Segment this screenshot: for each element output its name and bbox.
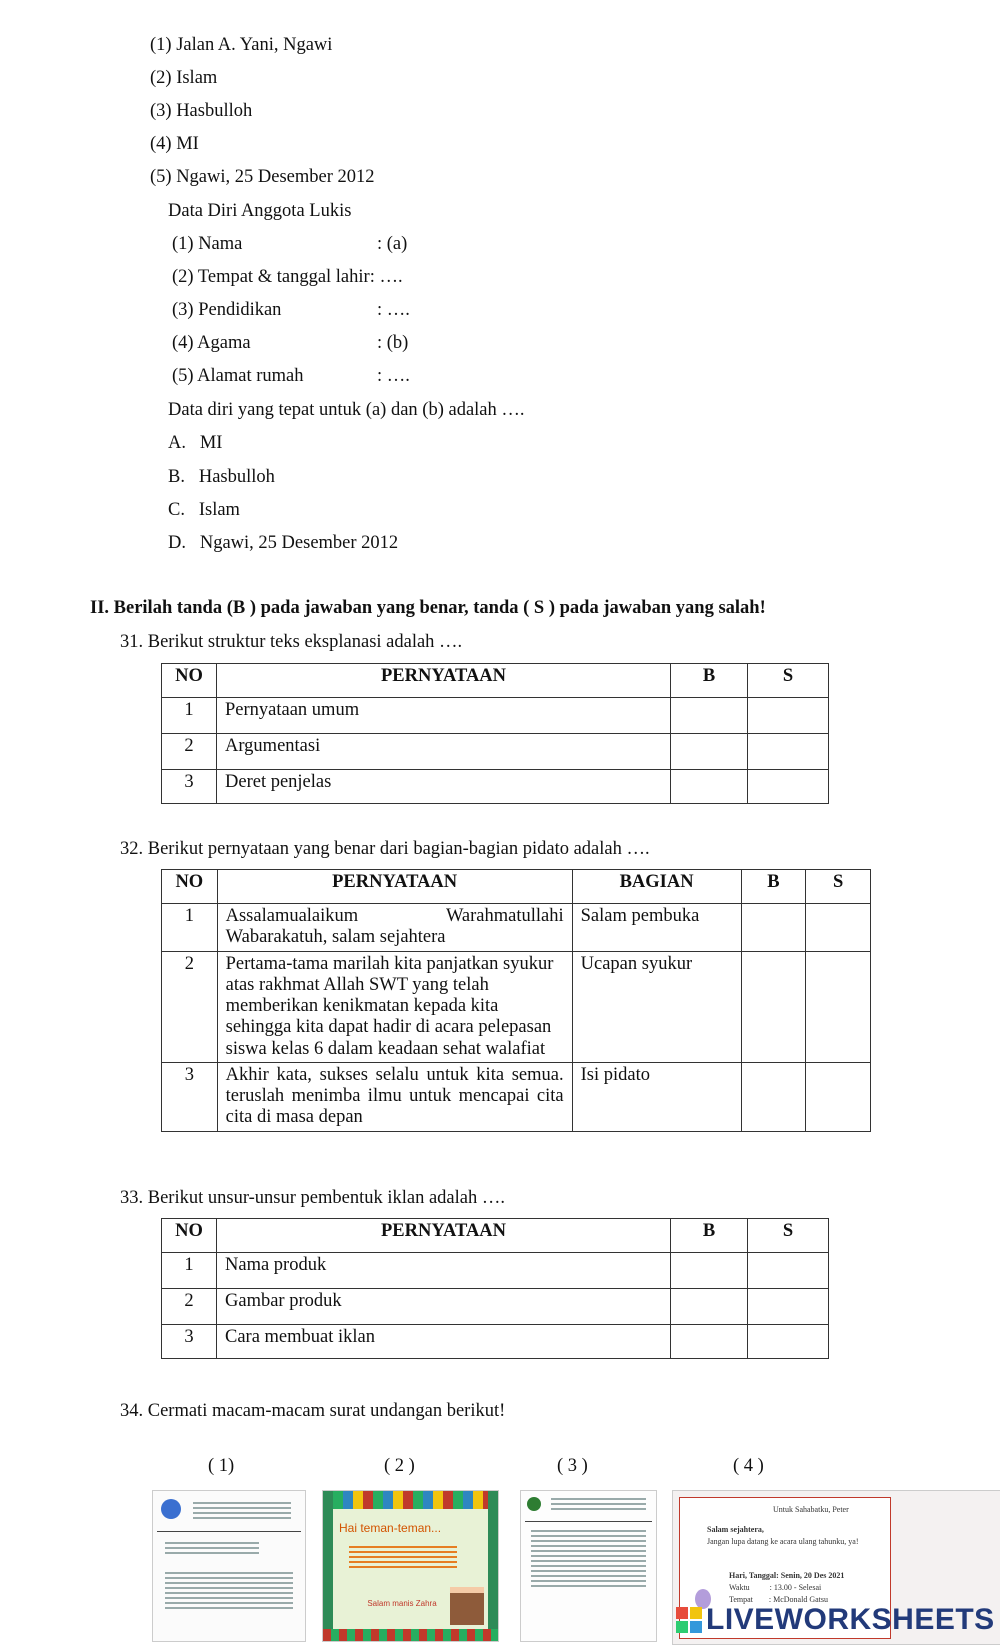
q30-option-a[interactable]: A. MI <box>168 433 223 453</box>
brand-logo-icon <box>676 1607 702 1633</box>
row-text: Argumentasi <box>217 734 671 770</box>
answer-s-cell[interactable] <box>748 1253 829 1289</box>
row-no: 3 <box>162 1325 217 1359</box>
field-value: : (a) <box>377 234 408 254</box>
row-text: Assalamualaikum Warahmatullahi Wabarakatuh, salam sejahtera <box>217 904 572 952</box>
table-row <box>162 1253 829 1289</box>
col-no: NO <box>162 870 218 904</box>
answer-s-cell[interactable] <box>806 1062 871 1131</box>
row-text: Pertama-tama marilah kita panjatkan syukur atas rakhmat Allah SWT yang telah memberikan kenikmatan kepada kita sehingga kita dapat hadir di acara pelepasan siswa kelas 6 dalam keadaan sehat walafiat <box>217 951 572 1062</box>
col-s: S <box>806 870 871 904</box>
q30-line-5: (5) Ngawi, 25 Desember 2012 <box>150 167 375 187</box>
q30-line-4: (4) MI <box>150 134 199 154</box>
invitation-label-2: ( 2 ) <box>384 1456 415 1476</box>
row-text: Akhir kata, sukses selalu untuk kita semua. teruslah menimba ilmu untuk mencapai cita cita di masa depan <box>217 1062 572 1131</box>
cake-icon <box>450 1587 484 1625</box>
answer-b-cell[interactable] <box>741 1062 806 1131</box>
row-no: 3 <box>162 1062 218 1131</box>
answer-b-cell[interactable] <box>671 1253 748 1289</box>
invitation-place: Tempat : McDonald Gatsu <box>729 1595 828 1604</box>
table-row <box>162 698 829 734</box>
brand-text: LIVEWORKSHEETS <box>706 1602 995 1636</box>
q30-field-5 <box>172 365 572 387</box>
q34-question: 34. Cermati macam-macam surat undangan berikut! <box>120 1401 506 1421</box>
liveworksheets-logo <box>676 1600 995 1639</box>
table-row <box>162 770 829 804</box>
col-no: NO <box>162 664 217 698</box>
q30-field-3 <box>172 299 572 321</box>
answer-s-cell[interactable] <box>748 1289 829 1325</box>
q32-table <box>161 869 871 1132</box>
q30-option-b[interactable]: B. Hasbulloh <box>168 467 275 487</box>
row-text: Gambar produk <box>217 1289 671 1325</box>
answer-s-cell[interactable] <box>748 1325 829 1359</box>
row-part: Salam pembuka <box>572 904 741 952</box>
table-row <box>162 1325 829 1359</box>
row-no: 2 <box>162 734 217 770</box>
q30-question: Data diri yang tepat untuk (a) dan (b) adalah …. <box>168 400 525 420</box>
row-text: Pernyataan umum <box>217 698 671 734</box>
bunting-decoration <box>323 1491 498 1509</box>
row-text: Nama produk <box>217 1253 671 1289</box>
invitation-to: Untuk Sahabatku, Peter <box>773 1505 849 1514</box>
table-row <box>162 734 829 770</box>
answer-s-cell[interactable] <box>806 951 871 1062</box>
col-pernyataan: PERNYATAAN <box>217 870 572 904</box>
field-label: (2) Tempat & tanggal lahir: …. <box>172 267 403 287</box>
q30-option-d[interactable]: D. Ngawi, 25 Desember 2012 <box>168 533 399 553</box>
answer-b-cell[interactable] <box>671 698 748 734</box>
row-no: 2 <box>162 951 218 1062</box>
school-logo-icon <box>527 1497 541 1511</box>
invitation-date: Hari, Tanggal: Senin, 20 Des 2021 <box>729 1571 845 1580</box>
invitation-image-1 <box>152 1490 306 1642</box>
row-no: 1 <box>162 904 218 952</box>
q31-question: 31. Berikut struktur teks eksplanasi adalah …. <box>120 632 463 652</box>
col-b: B <box>671 1219 748 1253</box>
col-s: S <box>748 664 829 698</box>
q30-line-1: (1) Jalan A. Yani, Ngawi <box>150 35 333 55</box>
field-label: (3) Pendidikan <box>172 300 282 320</box>
table-row <box>162 904 871 952</box>
answer-s-cell[interactable] <box>748 734 829 770</box>
answer-b-cell[interactable] <box>741 951 806 1062</box>
row-part: Ucapan syukur <box>572 951 741 1062</box>
field-label: (5) Alamat rumah <box>172 366 304 386</box>
row-part: Isi pidato <box>572 1062 741 1131</box>
q32-question: 32. Berikut pernyataan yang benar dari bagian-bagian pidato adalah …. <box>120 839 650 859</box>
row-no: 1 <box>162 698 217 734</box>
invitation-image-3 <box>520 1490 657 1642</box>
q30-line-3: (3) Hasbulloh <box>150 101 253 121</box>
table-row <box>162 1289 829 1325</box>
row-no: 3 <box>162 770 217 804</box>
row-text: Cara membuat iklan <box>217 1325 671 1359</box>
answer-s-cell[interactable] <box>806 904 871 952</box>
col-b: B <box>671 664 748 698</box>
invitation-body: Jangan lupa datang ke acara ulang tahunku, ya! <box>707 1537 859 1546</box>
row-no: 2 <box>162 1289 217 1325</box>
invitation-time: Waktu : 13.00 - Selesai <box>729 1583 822 1592</box>
col-pernyataan: PERNYATAAN <box>217 1219 671 1253</box>
signature-text: Salam manis Zahra <box>367 1599 437 1608</box>
q30-option-c[interactable]: C. Islam <box>168 500 240 520</box>
field-label: (4) Agama <box>172 333 251 353</box>
table-row <box>162 1062 871 1131</box>
col-pernyataan: PERNYATAAN <box>217 664 671 698</box>
invitation-image-2 <box>322 1490 499 1642</box>
answer-b-cell[interactable] <box>671 1289 748 1325</box>
section-2-title: II. Berilah tanda (B ) pada jawaban yang benar, tanda ( S ) pada jawaban yang salah! <box>90 598 766 618</box>
answer-b-cell[interactable] <box>671 734 748 770</box>
col-bagian: BAGIAN <box>572 870 741 904</box>
col-s: S <box>748 1219 829 1253</box>
greeting-text: Hai teman-teman... <box>339 1521 442 1535</box>
table-row <box>162 951 871 1062</box>
answer-b-cell[interactable] <box>671 1325 748 1359</box>
q33-table <box>161 1218 829 1359</box>
q30-field-4 <box>172 332 572 354</box>
col-no: NO <box>162 1219 217 1253</box>
col-b: B <box>741 870 806 904</box>
invitation-label-1: ( 1) <box>208 1456 235 1476</box>
q33-question: 33. Berikut unsur-unsur pembentuk iklan adalah …. <box>120 1188 505 1208</box>
field-value: : (b) <box>377 333 409 353</box>
row-text: Deret penjelas <box>217 770 671 804</box>
q31-table <box>161 663 829 804</box>
invitation-greeting: Salam sejahtera, <box>707 1525 764 1534</box>
field-label: (1) Nama <box>172 234 243 254</box>
q30-field-2 <box>172 266 572 288</box>
row-no: 1 <box>162 1253 217 1289</box>
answer-s-cell[interactable] <box>748 770 829 804</box>
invitation-label-3: ( 3 ) <box>557 1456 588 1476</box>
q30-line-2: (2) Islam <box>150 68 218 88</box>
field-value: : …. <box>377 300 410 320</box>
invitation-label-4: ( 4 ) <box>733 1456 764 1476</box>
emblem-icon <box>161 1499 181 1519</box>
q30-field-1 <box>172 233 572 255</box>
answer-b-cell[interactable] <box>671 770 748 804</box>
answer-s-cell[interactable] <box>748 698 829 734</box>
q30-subtitle: Data Diri Anggota Lukis <box>168 201 352 221</box>
field-value: : …. <box>377 366 410 386</box>
answer-b-cell[interactable] <box>741 904 806 952</box>
